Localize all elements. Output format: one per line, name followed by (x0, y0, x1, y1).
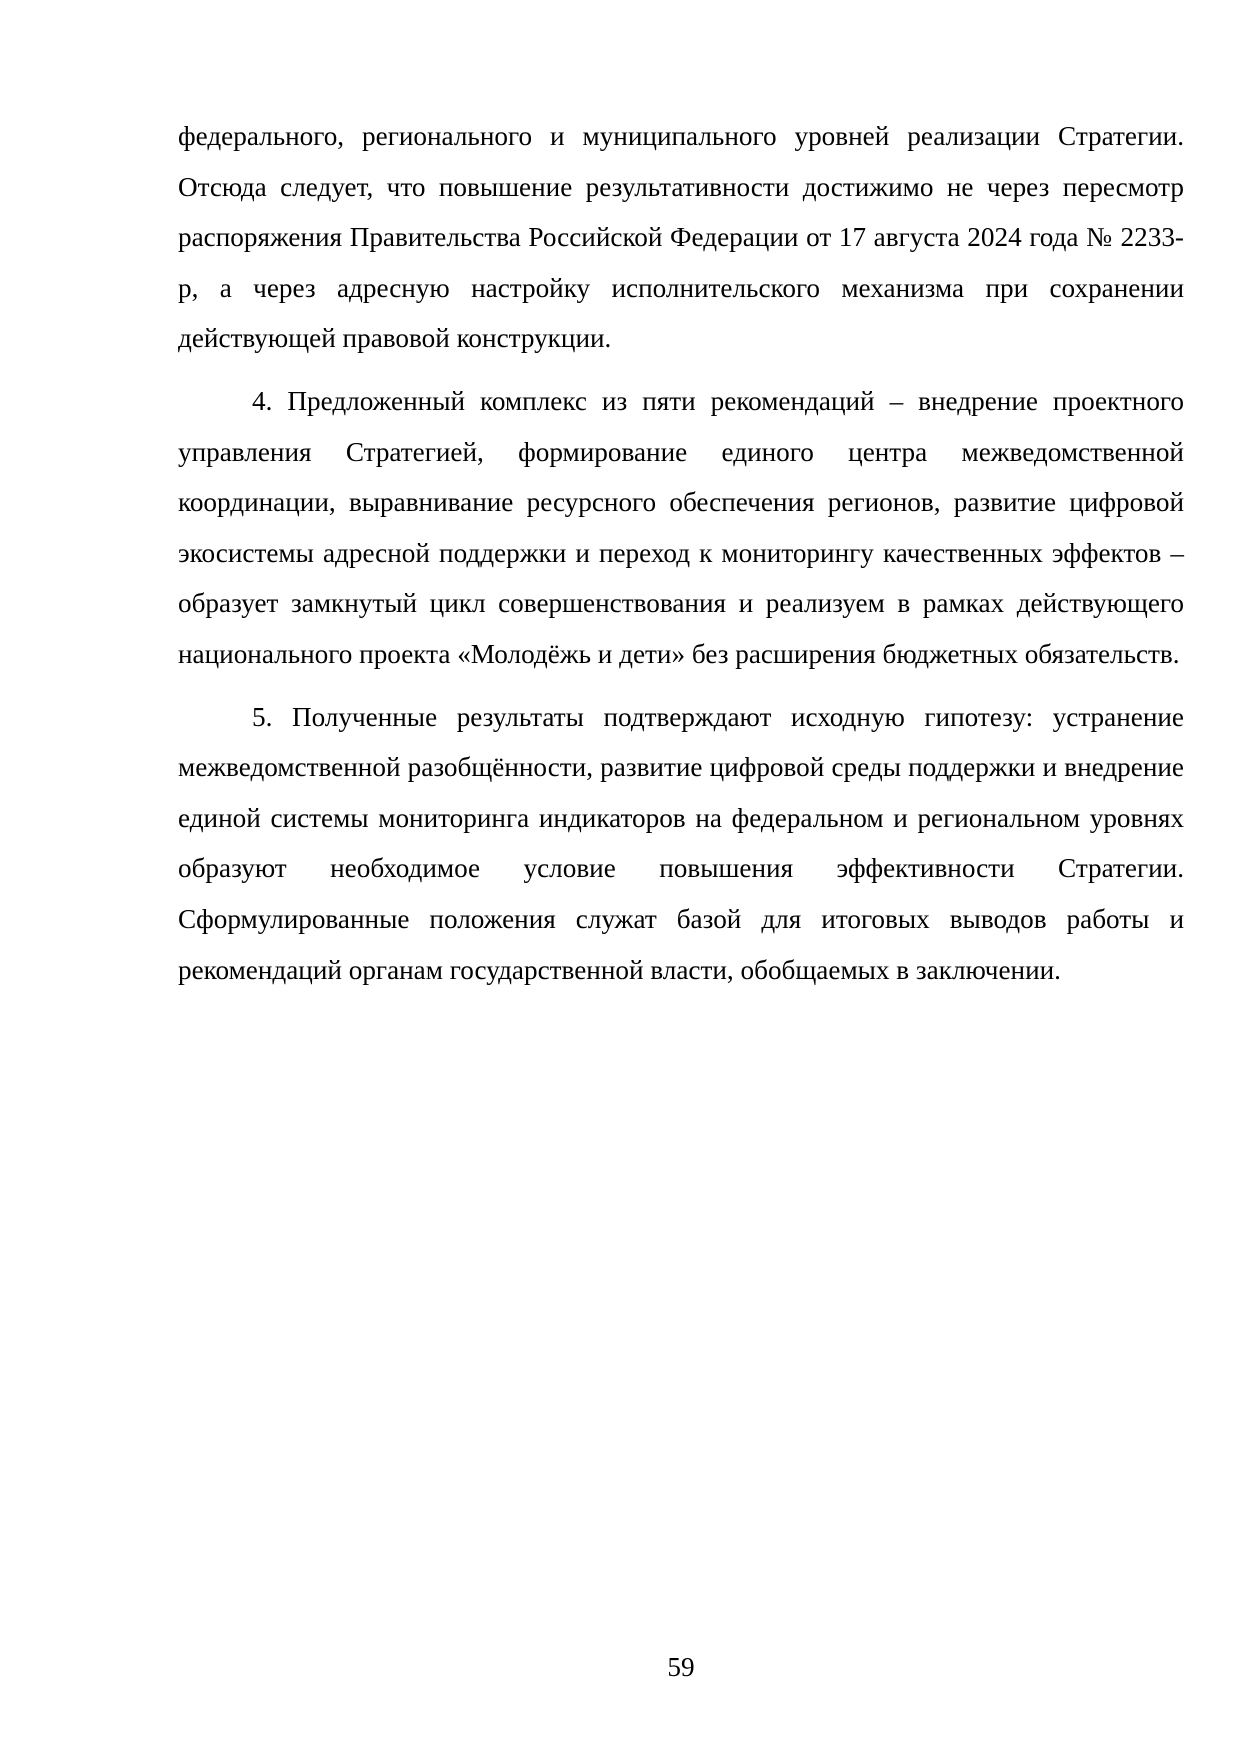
body-text (178, 111, 1184, 995)
paragraph-item-4: 4. Предложенный комплекс из пяти рекомендаций – внедрение проектного управления Стратегией, формирование единого центра межведомственной координации, выравнивание ресурсного обеспечения регионов, развитие цифровой экосистемы адресной поддержки и переход к мониторингу качественных эффектов – образует замкнутый цикл совершенствования и реализуем в рамках действующего национального проекта «Молодёжь и дети» без расширения бюджетных обязательств. (178, 385, 1184, 669)
paragraph-item-5: 5. Полученные результаты подтверждают исходную гипотезу: устранение межведомственной разобщённости, развитие цифровой среды поддержки и внедрение единой системы мониторинга индикаторов на федеральном и региональном уровнях образуют необходимое условие повышения эффективности Стратегии. Сформулированные положения служат базой для итоговых выводов работы и рекомендаций органам государственной власти, обобщаемых в заключении. (178, 701, 1184, 985)
page-number: 59 (667, 1652, 695, 1682)
paragraph-continuation: федерального, регионального и муниципального уровней реализации Стратегии. Отсюда следует, что повышение результативности достижимо не через пересмотр распоряжения Правительства Российской Федерации от 17 августа 2024 года № 2233-р, а через адресную настройку исполнительского механизма при сохранении действующей правовой конструкции. (178, 121, 1184, 354)
